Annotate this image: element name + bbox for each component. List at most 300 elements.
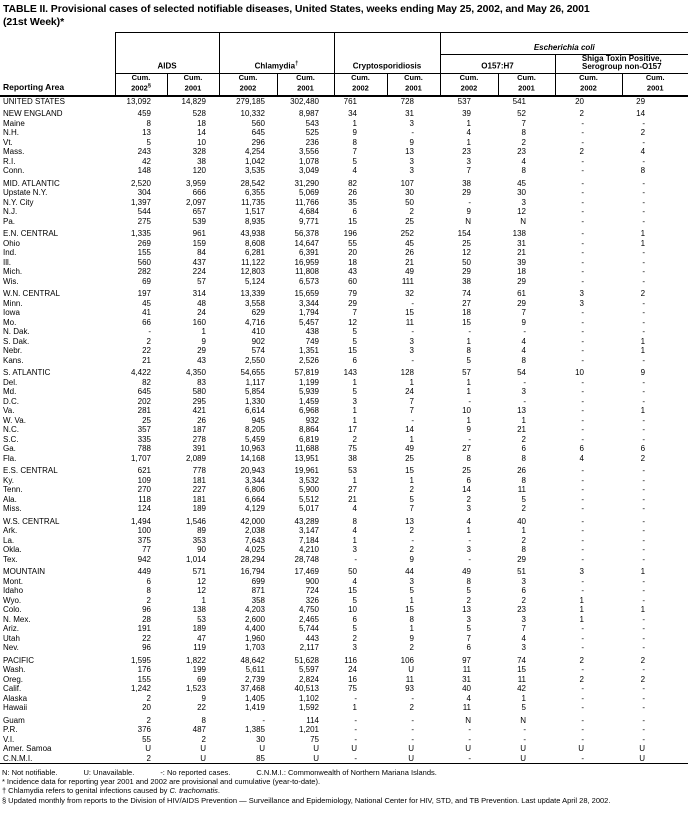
value-cell: U	[313, 753, 319, 763]
value-cell: 459	[137, 109, 151, 118]
value-cell: 629	[251, 308, 265, 317]
reporting-area-cell: D.C.	[3, 396, 19, 406]
value-cell: 29	[636, 96, 646, 106]
value-cell: 8	[146, 118, 151, 128]
value-cell: 8,987	[298, 109, 319, 118]
value-cell: -	[581, 526, 584, 535]
value-cell: -	[581, 327, 584, 336]
value-cell: 2,465	[298, 614, 319, 624]
value-cell: -	[642, 494, 646, 504]
value-cell: -	[523, 377, 526, 387]
value-cell: -	[642, 156, 646, 166]
value-cell: 69	[197, 674, 206, 684]
value-cell: 15	[405, 466, 414, 475]
value-cell: 10	[462, 406, 471, 415]
reporting-area-cell: PACIFIC	[3, 655, 34, 665]
value-cell: 6	[466, 475, 471, 485]
value-cell: 645	[251, 128, 265, 137]
table-row	[0, 217, 688, 227]
value-cell: 788	[137, 444, 151, 453]
value-cell: 9	[409, 633, 414, 643]
value-cell: -	[581, 545, 584, 554]
value-cell: 189	[192, 504, 206, 513]
value-cell: 199	[192, 665, 206, 674]
value-cell: 724	[305, 586, 319, 595]
cryptosporidiosis-group-header: Cryptosporidiosis	[334, 55, 440, 74]
value-cell: 57,819	[294, 368, 319, 377]
value-cell: 2,117	[299, 643, 319, 652]
value-cell: 82	[348, 178, 357, 188]
value-cell: 1,517	[244, 207, 265, 216]
value-cell: U	[351, 744, 357, 753]
value-cell: 560	[251, 118, 265, 128]
value-cell: -	[468, 197, 471, 207]
value-cell: 4,750	[298, 605, 319, 614]
footnote-dagger: † Chlamydia refers to genital infections caused by C. trachomatis.	[2, 786, 220, 796]
column-header-aids-cum-2002: Cum. 2002§	[115, 74, 167, 96]
value-cell: 25	[142, 415, 151, 425]
value-cell: 14	[636, 109, 646, 118]
table-row	[0, 624, 688, 634]
value-cell: 57	[197, 276, 206, 286]
value-cell: 539	[192, 216, 206, 226]
value-cell: 21	[405, 257, 414, 267]
value-cell: -	[581, 753, 584, 763]
aids-header-space	[115, 33, 219, 55]
value-cell: 5,611	[245, 665, 265, 674]
value-cell: 38	[462, 178, 471, 188]
value-cell: 56,378	[294, 229, 319, 238]
value-cell: 279,185	[236, 96, 265, 106]
value-cell: 326	[305, 595, 319, 605]
value-cell: 44	[405, 567, 414, 576]
value-cell: -	[581, 216, 584, 226]
value-cell: 1	[466, 387, 471, 396]
value-cell: 544	[137, 207, 151, 216]
value-cell: 15	[405, 308, 414, 317]
value-cell: 302,480	[290, 96, 319, 106]
value-cell: 1	[409, 434, 414, 444]
value-cell: -	[642, 526, 646, 535]
reporting-area-cell: Ohio	[3, 238, 20, 248]
value-cell: 9	[466, 207, 471, 216]
reporting-area-cell: C.N.M.I.	[3, 753, 33, 763]
value-cell: U	[408, 753, 414, 763]
value-cell: 9	[521, 317, 526, 327]
reporting-area-cell: N.C.	[3, 425, 19, 434]
table-row	[0, 684, 688, 694]
value-cell: 27	[462, 298, 471, 308]
value-cell: N	[465, 715, 471, 725]
table-row	[0, 643, 688, 653]
table-row	[0, 567, 688, 577]
value-cell: 761	[343, 96, 357, 106]
reporting-area-cell: S. ATLANTIC	[3, 368, 51, 377]
value-cell: U	[639, 744, 646, 753]
value-cell: 376	[137, 725, 151, 734]
value-cell: -	[523, 734, 526, 744]
value-cell: -	[581, 387, 584, 396]
value-cell: -	[581, 643, 584, 652]
value-cell: -	[468, 327, 471, 336]
value-cell: 3,532	[298, 475, 319, 485]
value-cell: -	[581, 466, 584, 475]
value-cell: N	[520, 715, 526, 725]
value-cell: 7,643	[244, 535, 265, 545]
value-cell: 39	[462, 109, 471, 118]
value-cell: 278	[192, 434, 206, 444]
value-cell: 1	[521, 415, 526, 425]
value-cell: 202	[137, 396, 151, 406]
table-row	[0, 454, 688, 464]
value-cell: 7,184	[298, 535, 319, 545]
value-cell: 1,459	[298, 396, 319, 406]
table-row	[0, 425, 688, 435]
value-cell: 24	[197, 308, 206, 317]
value-cell: 13	[462, 605, 471, 614]
value-cell: 48,642	[240, 655, 265, 665]
value-cell: 7	[521, 118, 526, 128]
value-cell: -	[581, 725, 584, 734]
value-cell: -	[642, 118, 646, 128]
value-cell: -	[642, 734, 646, 744]
value-cell: 1,242	[130, 684, 151, 693]
value-cell: 9	[352, 128, 357, 137]
reporting-area-cell: Ind.	[3, 248, 17, 257]
value-cell: 93	[405, 684, 414, 693]
value-cell: 6	[352, 355, 357, 365]
value-cell: -	[411, 355, 414, 365]
table-row	[0, 378, 688, 388]
value-cell: 3,558	[244, 298, 265, 308]
value-cell: 945	[251, 415, 265, 425]
value-cell: 154	[457, 229, 471, 238]
value-cell: -	[581, 406, 584, 415]
table-row	[0, 138, 688, 148]
value-cell: -	[581, 118, 584, 128]
value-cell: 2	[521, 535, 526, 545]
value-cell: 11	[462, 703, 471, 712]
value-cell: 20	[142, 703, 151, 712]
value-cell: 2	[146, 753, 151, 763]
value-cell: 9	[201, 336, 206, 346]
column-header-crypto-cum-2002: Cum. 2002	[334, 74, 387, 96]
value-cell: 23	[462, 147, 471, 156]
chlamydia-group-header: Chlamydia†	[219, 55, 334, 74]
value-cell: 16	[348, 674, 357, 684]
value-cell: 66	[142, 317, 151, 327]
value-cell: -	[642, 545, 646, 554]
value-cell: 1,397	[130, 197, 151, 207]
value-cell: 5,124	[244, 276, 265, 286]
value-cell: 20,943	[240, 466, 265, 475]
chlamydia-header-space	[219, 33, 334, 55]
value-cell: 4	[352, 576, 357, 586]
table-header	[0, 33, 688, 96]
value-cell: 10,963	[240, 444, 265, 453]
legend-not-notifiable: N: Not notifiable.	[2, 768, 58, 777]
value-cell: -	[581, 415, 584, 425]
footnote-legend	[2, 768, 688, 777]
value-cell: 1	[409, 595, 414, 605]
value-cell: 3,344	[244, 475, 265, 485]
value-cell: 6	[352, 614, 357, 624]
value-cell: 29	[462, 267, 471, 276]
value-cell: 1,042	[244, 156, 265, 166]
value-cell: 4	[352, 504, 357, 513]
value-cell: 3	[409, 346, 414, 355]
value-cell: 181	[192, 494, 206, 504]
value-cell: 17	[348, 425, 357, 434]
value-cell: -	[642, 614, 646, 624]
value-cell: 8	[466, 576, 471, 586]
value-cell: -	[642, 387, 646, 396]
value-cell: 580	[192, 387, 206, 396]
value-cell: 1	[466, 118, 471, 128]
value-cell: -	[581, 238, 584, 248]
value-cell: 304	[137, 188, 151, 197]
value-cell: -	[642, 595, 646, 605]
value-cell: U	[200, 753, 206, 763]
value-cell: 3,147	[298, 526, 319, 535]
reporting-area-cell: Nev.	[3, 643, 19, 652]
value-cell: 7	[466, 633, 471, 643]
reporting-area-cell: Ga.	[3, 444, 16, 453]
value-cell: 8	[146, 586, 151, 595]
table-row	[0, 444, 688, 454]
value-cell: 1	[352, 406, 357, 415]
value-cell: 3	[409, 118, 414, 128]
value-cell: 11	[405, 674, 414, 684]
value-cell: -	[411, 298, 414, 308]
reporting-area-cell: Utah	[3, 633, 20, 643]
value-cell: 35	[348, 197, 357, 207]
value-cell: 8	[521, 475, 526, 485]
value-cell: 2	[409, 485, 414, 494]
value-cell: 487	[192, 725, 206, 734]
value-cell: 275	[137, 216, 151, 226]
reporting-area-cell: N.J.	[3, 207, 18, 216]
value-cell: 11	[405, 317, 414, 327]
value-cell: 7	[521, 308, 526, 317]
value-cell: -	[642, 396, 646, 406]
value-cell: 191	[137, 624, 151, 633]
value-cell: U	[520, 744, 526, 753]
value-cell: -	[581, 276, 584, 286]
reporting-area-cell: Iowa	[3, 308, 20, 317]
value-cell: 85	[256, 753, 265, 763]
value-cell: 26	[348, 188, 357, 197]
value-cell: 5,854	[244, 387, 265, 396]
value-cell: 1,405	[244, 693, 265, 703]
value-cell: 10	[197, 137, 206, 147]
value-cell: 2,089	[185, 453, 206, 463]
value-cell: 2	[352, 434, 357, 444]
value-cell: 3,556	[298, 147, 319, 156]
value-cell: -	[411, 715, 414, 725]
value-cell: 5,457	[298, 317, 319, 327]
value-cell: 3	[466, 545, 471, 554]
value-cell: 5,017	[298, 504, 319, 513]
reporting-area-cell: S. Dak.	[3, 336, 30, 346]
value-cell: 8,608	[244, 238, 265, 248]
table-row	[0, 754, 688, 764]
reporting-area-cell: Kans.	[3, 355, 24, 365]
value-cell: 100	[137, 526, 151, 535]
value-cell: 375	[137, 535, 151, 545]
value-cell: 5	[466, 355, 471, 365]
table-row	[0, 517, 688, 527]
value-cell: 8	[640, 166, 646, 175]
value-cell: 2	[521, 595, 526, 605]
column-header-aids-cum-2001: Cum. 2001	[167, 74, 219, 96]
table-title	[0, 3, 688, 28]
value-cell: 2,097	[185, 197, 206, 207]
value-cell: 8	[352, 137, 357, 147]
value-cell: -	[523, 327, 526, 336]
value-cell: 1,385	[244, 725, 265, 734]
value-cell: U	[145, 744, 151, 753]
value-cell: 14	[405, 425, 414, 434]
value-cell: 74	[462, 289, 471, 298]
value-cell: 74	[517, 655, 526, 665]
value-cell: 14,647	[294, 238, 319, 248]
value-cell: 4	[521, 336, 526, 346]
value-cell: 29	[462, 188, 471, 197]
value-cell: 54,655	[240, 368, 265, 377]
reporting-area-cell: Nebr.	[3, 346, 23, 355]
value-cell: U	[639, 753, 646, 763]
reporting-area-cell: Minn.	[3, 298, 23, 308]
table-row	[0, 504, 688, 514]
value-cell: 236	[305, 137, 319, 147]
value-cell: -	[581, 684, 584, 693]
value-cell: 2	[640, 655, 646, 665]
value-cell: 224	[192, 267, 206, 276]
value-cell: -	[411, 535, 414, 545]
value-cell: 52	[517, 109, 526, 118]
value-cell: 197	[137, 289, 151, 298]
value-cell: 9,771	[298, 216, 319, 226]
value-cell: 5	[352, 156, 357, 166]
value-cell: -	[581, 308, 584, 317]
value-cell: 328	[192, 147, 206, 156]
value-cell: 5	[352, 595, 357, 605]
value-cell: 90	[197, 545, 206, 554]
value-cell: 1	[201, 595, 206, 605]
value-cell: 11	[462, 665, 471, 674]
table-row	[0, 397, 688, 407]
reporting-area-cell: Oreg.	[3, 674, 24, 684]
reporting-area-cell: W.S. CENTRAL	[3, 516, 60, 526]
value-cell: 47	[197, 633, 206, 643]
value-cell: 1,419	[244, 703, 265, 712]
value-cell: 525	[305, 128, 319, 137]
table-row	[0, 495, 688, 505]
value-cell: -	[642, 276, 646, 286]
value-cell: 12	[517, 207, 526, 216]
table-row	[0, 675, 688, 685]
reporting-area-cell: Wash.	[3, 665, 26, 674]
value-cell: 537	[457, 96, 471, 106]
table-row	[0, 485, 688, 495]
reporting-area-cell: Upstate N.Y.	[3, 188, 48, 197]
value-cell: 3	[466, 614, 471, 624]
value-cell: 2,526	[298, 355, 319, 365]
value-cell: 8	[521, 545, 526, 554]
value-cell: 1	[466, 526, 471, 535]
value-cell: 18	[462, 308, 471, 317]
value-cell: 1	[579, 595, 584, 605]
table-row	[0, 596, 688, 606]
value-cell: 2,038	[244, 526, 265, 535]
value-cell: 114	[306, 715, 319, 725]
value-cell: -	[148, 327, 151, 336]
value-cell: -	[411, 693, 414, 703]
value-cell: 13	[517, 406, 526, 415]
value-cell: 4	[521, 633, 526, 643]
value-cell: -	[581, 156, 584, 166]
reporting-area-cell: Maine	[3, 118, 25, 128]
value-cell: 160	[192, 317, 206, 327]
value-cell: 5	[352, 327, 357, 336]
value-cell: 14,168	[240, 453, 265, 463]
value-cell: 49	[462, 567, 471, 576]
value-cell: 18	[517, 267, 526, 276]
value-cell: 107	[400, 178, 414, 188]
value-cell: 6,968	[298, 406, 319, 415]
value-cell: -	[642, 377, 646, 387]
value-cell: -	[581, 166, 584, 175]
reporting-area-cell: Mich.	[3, 267, 23, 276]
value-cell: 8	[466, 346, 471, 355]
table-row	[0, 545, 688, 555]
reporting-area-cell: NEW ENGLAND	[3, 109, 63, 118]
value-cell: 2	[146, 336, 151, 346]
value-cell: N	[465, 216, 471, 226]
value-cell: 14,829	[181, 96, 206, 106]
value-cell: 281	[137, 406, 151, 415]
value-cell: U	[520, 753, 526, 763]
value-cell: U	[408, 665, 414, 674]
value-cell: 2	[521, 137, 526, 147]
value-cell: 181	[192, 475, 206, 485]
value-cell: 4,422	[130, 368, 151, 377]
value-cell: 2	[409, 526, 414, 535]
value-cell: 5,939	[298, 387, 319, 396]
table-row	[0, 229, 688, 239]
reporting-area-cell: R.I.	[3, 156, 16, 166]
value-cell: -	[581, 586, 584, 595]
value-cell: 43,938	[240, 229, 265, 238]
value-cell: 1	[352, 475, 357, 485]
reporting-area-cell: MID. ATLANTIC	[3, 178, 60, 188]
value-cell: 20	[348, 248, 357, 257]
value-cell: -	[354, 734, 357, 744]
table-row	[0, 634, 688, 644]
value-cell: 2,824	[298, 674, 319, 684]
value-cell: 1,523	[185, 684, 206, 693]
value-cell: 4,350	[185, 368, 206, 377]
reporting-area-cell: Va.	[3, 406, 15, 415]
reporting-area-cell: Idaho	[3, 586, 24, 595]
value-cell: 5	[409, 494, 414, 504]
table-row	[0, 147, 688, 157]
value-cell: 3	[579, 298, 584, 308]
value-cell: 2	[579, 147, 584, 156]
value-cell: 2	[146, 595, 151, 605]
value-cell: 155	[137, 248, 151, 257]
